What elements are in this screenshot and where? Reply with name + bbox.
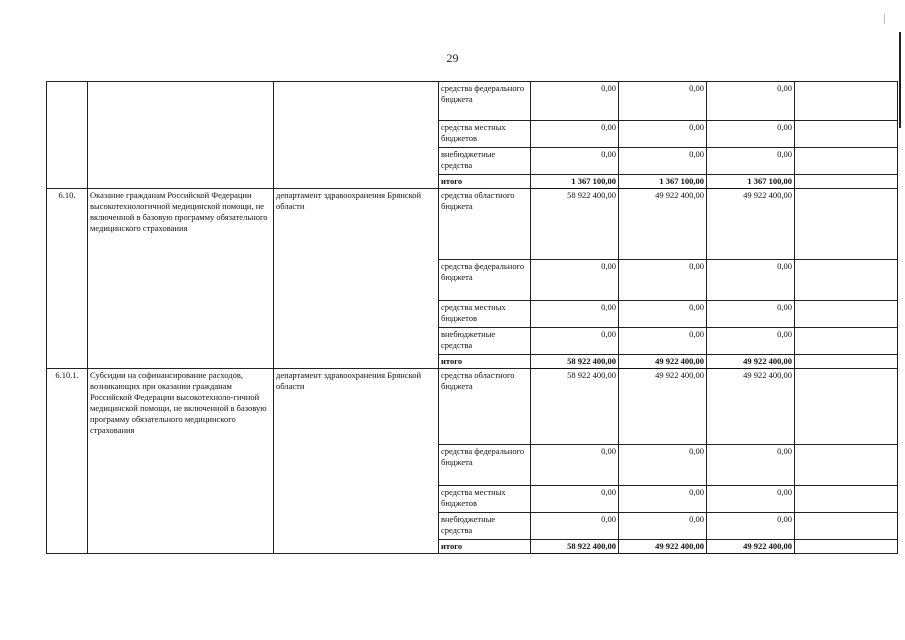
funding-source-cell: средства местных бюджетов bbox=[439, 486, 531, 513]
amount-cell: 0,00 bbox=[531, 513, 619, 540]
funding-source-cell: внебюджетные средства bbox=[439, 148, 531, 175]
amount-cell: 0,00 bbox=[619, 513, 707, 540]
empty-cell bbox=[795, 260, 898, 301]
funding-source-cell: средства федерального бюджета bbox=[439, 445, 531, 486]
empty-cell bbox=[795, 175, 898, 189]
amount-cell: 0,00 bbox=[531, 148, 619, 175]
amount-cell: 0,00 bbox=[531, 445, 619, 486]
amount-cell: 0,00 bbox=[619, 121, 707, 148]
table-row bbox=[47, 369, 898, 445]
amount-cell: 58 922 400,00 bbox=[531, 355, 619, 369]
funding-source-cell: средства федерального бюджета bbox=[439, 260, 531, 301]
amount-cell: 0,00 bbox=[531, 260, 619, 301]
funding-source-cell: средства местных бюджетов bbox=[439, 301, 531, 328]
amount-cell: 49 922 400,00 bbox=[619, 369, 707, 445]
executor-cell: департамент здравоохранения Брянской области bbox=[274, 369, 439, 554]
amount-cell: 0,00 bbox=[619, 260, 707, 301]
empty-cell bbox=[795, 540, 898, 554]
amount-cell: 49 922 400,00 bbox=[619, 189, 707, 260]
amount-cell: 58 922 400,00 bbox=[531, 369, 619, 445]
amount-cell: 1 367 100,00 bbox=[707, 175, 795, 189]
amount-cell: 0,00 bbox=[619, 328, 707, 355]
amount-cell: 49 922 400,00 bbox=[707, 355, 795, 369]
amount-cell: 0,00 bbox=[619, 82, 707, 121]
amount-cell: 0,00 bbox=[707, 301, 795, 328]
amount-cell: 0,00 bbox=[707, 82, 795, 121]
empty-cell bbox=[795, 513, 898, 540]
executor-cell bbox=[274, 82, 439, 189]
amount-cell: 0,00 bbox=[707, 513, 795, 540]
amount-cell: 0,00 bbox=[619, 301, 707, 328]
empty-cell bbox=[795, 148, 898, 175]
funding-source-cell: итого bbox=[439, 175, 531, 189]
amount-cell: 0,00 bbox=[707, 445, 795, 486]
amount-cell: 0,00 bbox=[531, 301, 619, 328]
amount-cell: 0,00 bbox=[619, 486, 707, 513]
empty-cell bbox=[795, 82, 898, 121]
empty-cell bbox=[795, 486, 898, 513]
amount-cell: 0,00 bbox=[707, 260, 795, 301]
funding-source-cell: средства областного бюджета bbox=[439, 189, 531, 260]
scan-edge-tick bbox=[884, 14, 885, 24]
item-name-cell: Оказание гражданам Российской Федерации высокотехнологичной медицинской помощи, не включенной в базовую программу обязательного медицинского страхования bbox=[88, 189, 274, 369]
amount-cell: 49 922 400,00 bbox=[707, 540, 795, 554]
amount-cell: 49 922 400,00 bbox=[619, 540, 707, 554]
amount-cell: 0,00 bbox=[707, 121, 795, 148]
amount-cell: 0,00 bbox=[707, 486, 795, 513]
funding-source-cell: средства областного бюджета bbox=[439, 369, 531, 445]
amount-cell: 0,00 bbox=[619, 445, 707, 486]
amount-cell: 0,00 bbox=[531, 121, 619, 148]
page-number: 29 bbox=[446, 51, 459, 65]
table-row bbox=[47, 82, 898, 121]
table-row bbox=[47, 189, 898, 260]
amount-cell: 58 922 400,00 bbox=[531, 189, 619, 260]
amount-cell: 0,00 bbox=[531, 328, 619, 355]
item-code-cell: 6.10.1. bbox=[47, 369, 88, 554]
funding-source-cell: итого bbox=[439, 540, 531, 554]
empty-cell bbox=[795, 189, 898, 260]
scan-edge-mark bbox=[899, 32, 901, 128]
budget-table bbox=[46, 81, 898, 554]
empty-cell bbox=[795, 121, 898, 148]
amount-cell: 0,00 bbox=[531, 486, 619, 513]
amount-cell: 49 922 400,00 bbox=[619, 355, 707, 369]
empty-cell bbox=[795, 445, 898, 486]
funding-source-cell: внебюджетные средства bbox=[439, 328, 531, 355]
amount-cell: 0,00 bbox=[707, 328, 795, 355]
amount-cell: 1 367 100,00 bbox=[619, 175, 707, 189]
amount-cell: 49 922 400,00 bbox=[707, 369, 795, 445]
empty-cell bbox=[795, 355, 898, 369]
executor-cell: департамент здравоохранения Брянской области bbox=[274, 189, 439, 369]
funding-source-cell: итого bbox=[439, 355, 531, 369]
empty-cell bbox=[795, 301, 898, 328]
item-name-cell bbox=[88, 82, 274, 189]
amount-cell: 0,00 bbox=[619, 148, 707, 175]
funding-source-cell: средства местных бюджетов bbox=[439, 121, 531, 148]
item-code-cell bbox=[47, 82, 88, 189]
amount-cell: 0,00 bbox=[707, 148, 795, 175]
amount-cell: 0,00 bbox=[531, 82, 619, 121]
funding-source-cell: внебюджетные средства bbox=[439, 513, 531, 540]
item-name-cell: Субсидии на софинансирование расходов, возникающих при оказании гражданам Российской Федерации высокотехноло-гичной медицинской помощи, не включенной в базовую программу обязательного медицинского страхования bbox=[88, 369, 274, 554]
item-code-cell: 6.10. bbox=[47, 189, 88, 369]
empty-cell bbox=[795, 328, 898, 355]
amount-cell: 1 367 100,00 bbox=[531, 175, 619, 189]
funding-source-cell: средства федерального бюджета bbox=[439, 82, 531, 121]
amount-cell: 58 922 400,00 bbox=[531, 540, 619, 554]
amount-cell: 49 922 400,00 bbox=[707, 189, 795, 260]
empty-cell bbox=[795, 369, 898, 445]
